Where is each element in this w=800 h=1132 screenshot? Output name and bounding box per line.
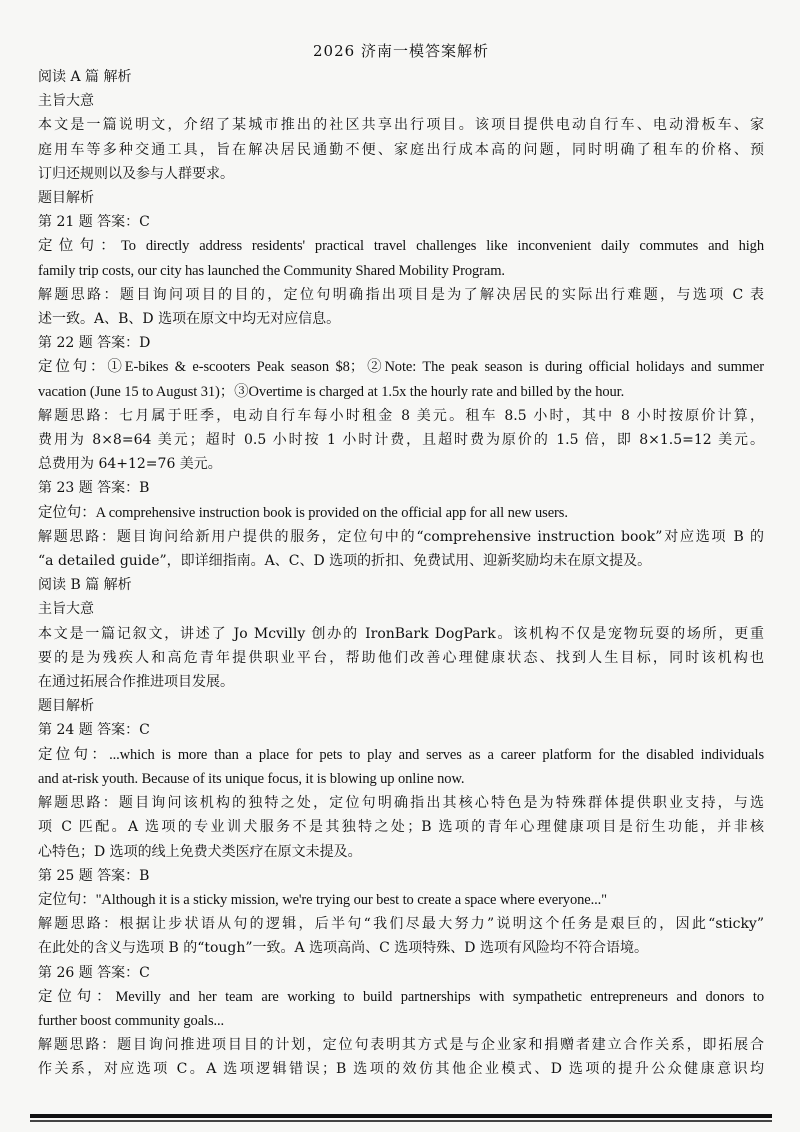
reasoning-line: 在此处的含义与选项 B 的“tough”一致。A 选项高尚、C 选项特殊、D 选项有风险均不符合语境。 <box>38 940 648 957</box>
reasoning-line: 心特色；D 选项的线上免费犬类医疗在原文未提及。 <box>38 843 362 860</box>
reasoning-line: 解题思路：题目询问项目的目的，定位句明确指出项目是为了解决居民的实际出行难题，与选项 C 表 <box>38 286 764 303</box>
reasoning-line: 项 C 匹配。A 选项的专业训犬服务不是其独特之处；B 选项的青年心理健康项目是衍生功能，并非核 <box>38 819 764 836</box>
paragraph-line: 在通过拓展合作推进项目发展。 <box>38 674 234 691</box>
subheading-main-idea: 主旨大意 <box>38 93 94 110</box>
locating-sentence: further boost community goals... <box>38 1012 225 1029</box>
document-page <box>38 40 764 1082</box>
locating-sentence: 定位句："Although it is a sticky mission, we're trying our best to create a space where everyone..." <box>38 891 607 908</box>
paragraph-line: 本文是一篇记叙文，讲述了 Jo Mcvilly 创办的 IronBark DogPark。该机构不仅是宠物玩耍的场所，更重 <box>38 625 764 642</box>
reasoning-line: 总费用为 64+12=76 美元。 <box>38 456 222 473</box>
reasoning-line: 费用为 8×8=64 美元；超时 0.5 小时按 1 小时计费，且超时费为原价的 1.5 倍，即 8×1.5=12 美元。 <box>38 432 764 449</box>
subheading-question-analysis: 题目解析 <box>38 698 94 715</box>
locating-sentence: 定位句：To directly address residents' practical travel challenges like inconvenient daily commutes and high <box>38 238 764 255</box>
locating-sentence: 定位句：Mevilly and her team are working to build partnerships with sympathetic entrepreneurs and donors to <box>38 988 764 1005</box>
reasoning-line: 解题思路：题目询问推进项目目的计划，定位句表明其方式是与企业家和捐赠者建立合作关系，即拓展合 <box>38 1037 764 1054</box>
reasoning-line: 解题思路：七月属于旺季，电动自行车每小时租金 8 美元。租车 8.5 小时，其中 8 小时按原价计算， <box>38 407 764 424</box>
reasoning-line: 述一致。A、B、D 选项在原文中均无对应信息。 <box>38 311 341 328</box>
reasoning-line: 作关系，对应选项 C。A 选项逻辑错误；B 选项的效仿其他企业模式、D 选项的提升公众健康意识均 <box>38 1061 764 1078</box>
section-heading-reading-b: 阅读 B 篇 解析 <box>38 577 132 594</box>
reasoning-line: 解题思路：根据让步状语从句的逻辑，后半句“我们尽最大努力”说明这个任务是艰巨的，因此“sticky” <box>38 916 764 933</box>
locating-sentence: 定位句：...which is more than a place for pets to play and serves as a career platform for the disabled individuals <box>38 746 764 763</box>
paragraph-line: 庭用车等多种交通工具，旨在解决居民通勤不便、家庭出行成本高的问题，同时明确了租车的价格、预 <box>38 141 764 158</box>
question-answer-21: 第 21 题 答案：C <box>38 214 150 231</box>
locating-sentence: and at-risk youth. Because of its unique focus, it is blowing up online now. <box>38 770 465 787</box>
reasoning-line: 解题思路：题目询问该机构的独特之处，定位句明确指出其核心特色是为特殊群体提供职业支持，与选 <box>38 795 764 812</box>
question-answer-26: 第 26 题 答案：C <box>38 964 150 981</box>
question-answer-23: 第 23 题 答案：B <box>38 480 150 497</box>
bottom-border-rule-secondary <box>30 1120 772 1122</box>
paragraph-line: 要的是为残疾人和高危青年提供职业平台，帮助他们改善心理健康状态、找到人生目标，同时该机构也 <box>38 649 764 666</box>
section-heading-reading-a: 阅读 A 篇 解析 <box>38 69 132 85</box>
page-title: 2026 济南一模答案解析 <box>313 42 489 60</box>
question-answer-24: 第 24 题 答案：C <box>38 722 150 739</box>
paragraph-line: 本文是一篇说明文，介绍了某城市推出的社区共享出行项目。该项目提供电动自行车、电动滑板车、家 <box>38 117 764 134</box>
bottom-border-rule <box>30 1114 772 1118</box>
locating-sentence: 定位句：①E-bikes & e-scooters Peak season $8；②Note: The peak season is during official holidays and summer <box>38 359 764 376</box>
question-answer-22: 第 22 题 答案：D <box>38 335 151 352</box>
reasoning-line: “a detailed guide”，即详细指南。A、C、D 选项的折扣、免费试用、迎新奖励均未在原文提及。 <box>38 553 652 570</box>
locating-sentence: 定位句：A comprehensive instruction book is provided on the official app for all new users. <box>38 504 568 521</box>
subheading-question-analysis: 题目解析 <box>38 190 94 207</box>
question-answer-25: 第 25 题 答案：B <box>38 867 150 884</box>
paragraph-line: 订归还规则以及参与人群要求。 <box>38 165 234 182</box>
locating-sentence: family trip costs, our city has launched the Community Shared Mobility Program. <box>38 262 505 279</box>
subheading-main-idea: 主旨大意 <box>38 601 94 618</box>
locating-sentence: vacation (June 15 to August 31)；③Overtime is charged at 1.5x the hourly rate and billed by the hour. <box>38 383 625 400</box>
reasoning-line: 解题思路：题目询问给新用户提供的服务，定位句中的“comprehensive instruction book”对应选项 B 的 <box>38 528 764 545</box>
